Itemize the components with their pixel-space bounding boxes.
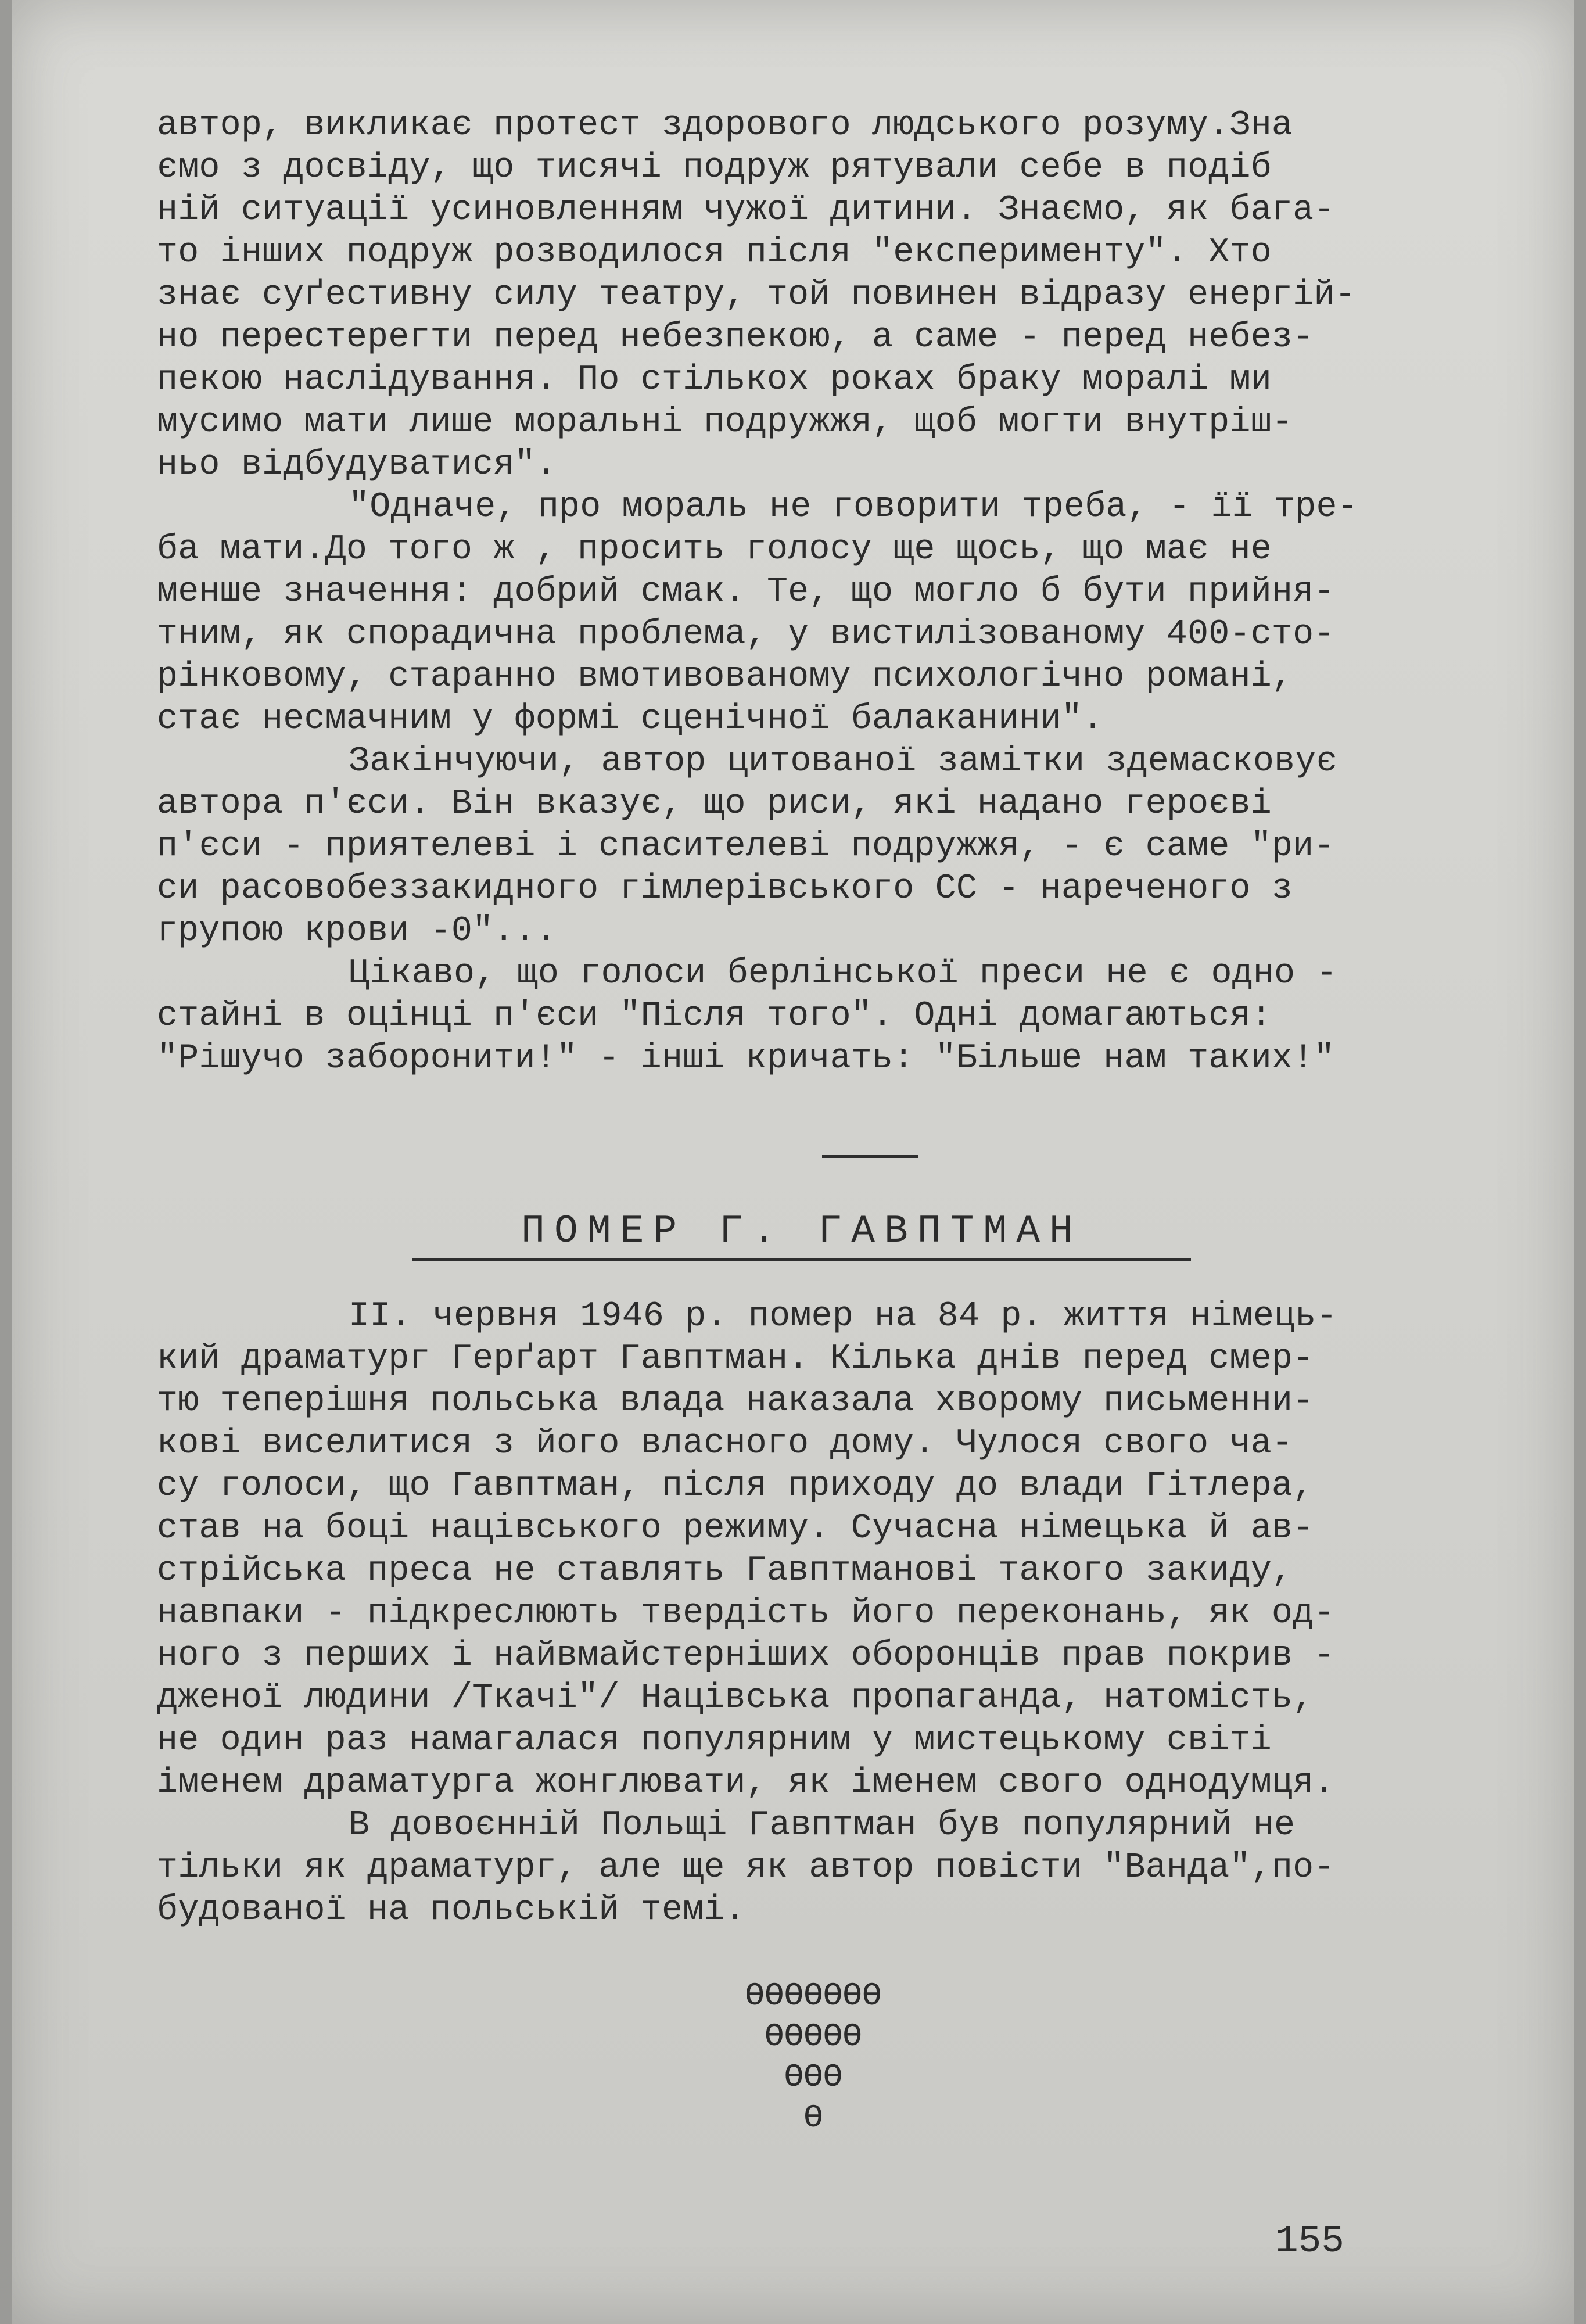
text-line: менше значення: добрий смак. Те, що могло б бути прийня- xyxy=(157,572,1335,612)
text-line: ній ситуації усиновленням чужої дитини. Знаємо, як бага- xyxy=(157,191,1335,230)
text-line: п'єси - приятелеві і спасителеві подружжя, - є саме "ри- xyxy=(157,827,1335,866)
text-line: В довоєнній Польщі Гавптман був популярний не xyxy=(349,1806,1296,1845)
text-line: тільки як драматург, але ще як автор повісти "Ванда",по- xyxy=(157,1848,1335,1888)
text-line: рінковому, старанно вмотивованому психологічно романі, xyxy=(157,657,1293,697)
text-line: мусимо мати лише моральні подружжя, щоб могти внутріш- xyxy=(157,403,1293,442)
text-line: "Одначе, про мораль не говорити треба, - її тре- xyxy=(349,487,1358,527)
text-line: кий драматург Герґарт Гавптман. Кілька днів перед смер- xyxy=(157,1339,1314,1379)
text-line: кові виселитися з його власного дому. Чулося свого ча- xyxy=(157,1424,1293,1464)
text-line: II. червня 1946 р. помер на 84 р. життя німець- xyxy=(349,1297,1337,1336)
text-line: знає суґестивну силу театру, той повинен відразу енергій- xyxy=(157,275,1356,315)
text-line: Закінчуючи, автор цитованої замітки здемасковує xyxy=(349,742,1337,781)
text-line: но перестерегти перед небезпекою, а саме - перед небез- xyxy=(157,318,1314,357)
page-number: 155 xyxy=(1275,2219,1344,2263)
text-line: автор, викликає протест здорового людського розуму.Зна xyxy=(157,106,1293,145)
text-line: ба мати.До того ж , просить голосу ще щось, що має не xyxy=(157,530,1272,569)
text-line: тю теперішня польська влада наказала хворому письменни- xyxy=(157,1382,1314,1421)
text-line: групою крови -0"... xyxy=(157,912,557,951)
paragraph xyxy=(157,1805,1551,1932)
text-line: ного з перших і найвмайстерніших оборонців прав покрив - xyxy=(157,1636,1335,1676)
section-title: ПОМЕР Г. ГАВПТМАН xyxy=(412,1208,1191,1261)
text-line: пекою наслідування. По стількох роках браку моралі ми xyxy=(157,360,1272,400)
text-line: то інших подруж розводилося після "експерименту". Хто xyxy=(157,233,1272,272)
ornament-row: ӨӨӨ xyxy=(784,2058,843,2096)
text-line: не один раз намагалася популярним у мистецькому світі xyxy=(157,1721,1272,1760)
typescript-page xyxy=(12,0,1574,2324)
text-line: іменем драматурга жонглювати, як іменем свого однодумця. xyxy=(157,1763,1335,1803)
text-line: стрійська преса не ставлять Гавптманові такого закиду, xyxy=(157,1551,1293,1591)
text-line: Цікаво, що голоси берлінської преси не є одно - xyxy=(349,954,1337,994)
section-divider xyxy=(822,1155,918,1158)
article-continuation xyxy=(157,105,1551,1080)
ornament-row: Ө xyxy=(803,2099,823,2136)
text-line: тним, як спорадична проблема, у вистилізованому 400-сто- xyxy=(157,615,1335,654)
text-line: су голоси, що Гавптман, після приходу до влади Гітлера, xyxy=(157,1466,1314,1506)
ornament-row: ӨӨӨӨӨӨӨ xyxy=(745,1977,882,2014)
text-line: стайні в оцінці п'єси "Після того". Одні домагаються: xyxy=(157,996,1272,1036)
text-line: дженої людини /Ткачі"/ Націвська пропаганда, натомість, xyxy=(157,1679,1314,1718)
text-line: навпаки - підкреслюють твердість його переконань, як од- xyxy=(157,1594,1335,1633)
text-line: ньо відбудуватися". xyxy=(157,445,557,485)
obituary-article xyxy=(157,1296,1551,1932)
paragraph xyxy=(157,741,1551,953)
text-line: стає несмачним у формі сценічної балаканини". xyxy=(157,700,1104,739)
text-line: автора п'єси. Він вказує, що риси, які надано героєві xyxy=(157,784,1272,824)
text-line: "Рішучо заборонити!" - інші кричать: "Більше нам таких!" xyxy=(157,1039,1335,1078)
text-line: ємо з досвіду, що тисячі подруж рятували себе в подіб xyxy=(157,148,1272,188)
ornament-row: ӨӨӨӨӨ xyxy=(764,2018,863,2055)
text-line: си расовобеззакидного гімлерівського СС - нареченого з xyxy=(157,869,1293,909)
text-line: будованої на польській темі. xyxy=(157,1891,746,1930)
paragraph xyxy=(157,1296,1551,1805)
paragraph xyxy=(157,105,1551,486)
paragraph xyxy=(157,486,1551,741)
paragraph xyxy=(157,953,1551,1080)
text-line: став на боці націвського режиму. Сучасна німецька й ав- xyxy=(157,1509,1314,1548)
